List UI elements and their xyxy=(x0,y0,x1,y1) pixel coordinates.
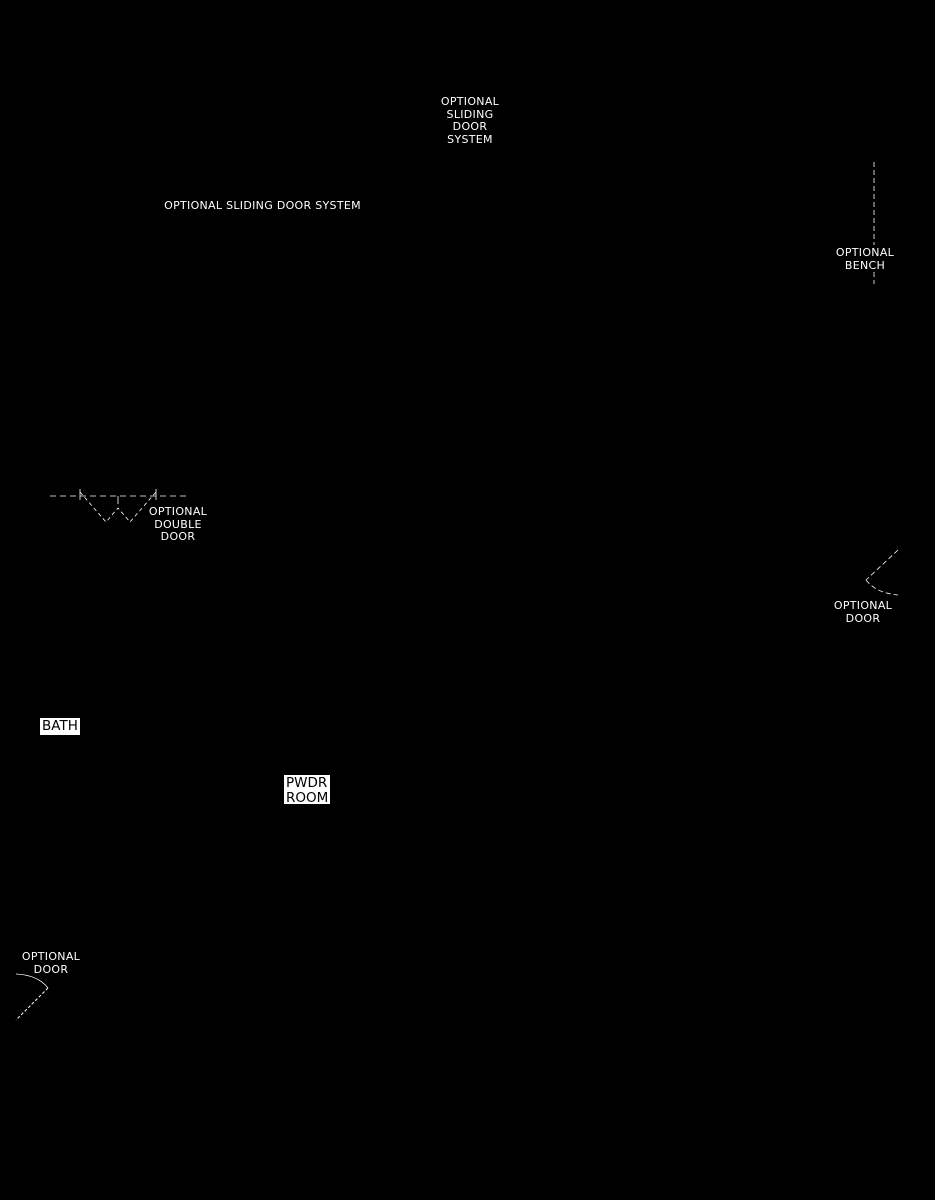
bath-room-tag: BATH xyxy=(42,718,78,734)
double-door-label: OPTIONAL DOUBLE DOOR xyxy=(148,505,208,543)
door-swing-right-symbol xyxy=(866,550,898,595)
door-swing-left-symbol xyxy=(16,974,48,1020)
bench-label: OPTIONAL BENCH xyxy=(835,246,895,272)
door-label-left: OPTIONAL DOOR xyxy=(21,950,81,976)
sliding-door-system-label-vertical: OPTIONAL SLIDING DOOR SYSTEM xyxy=(440,95,500,146)
door-label-right: OPTIONAL DOOR xyxy=(833,599,893,625)
powder-room-tag: PWDR ROOM xyxy=(286,775,329,804)
sliding-door-system-label-horizontal: OPTIONAL SLIDING DOOR SYSTEM xyxy=(164,199,361,212)
